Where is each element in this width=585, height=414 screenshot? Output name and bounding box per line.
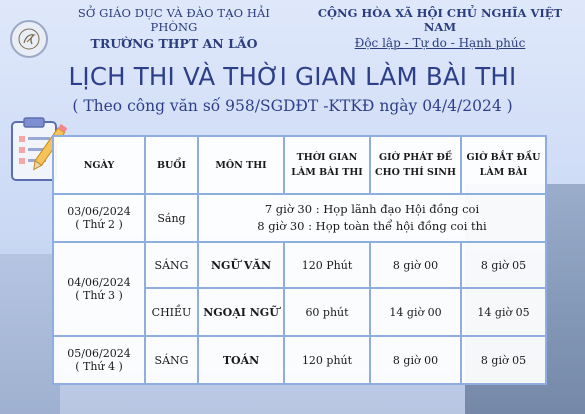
header-session: BUỔI [145,136,198,194]
date: 03/06/2024 [67,205,131,218]
page-subtitle: ( Theo công văn số 958/SGDĐT -KTKĐ ngày 04/4/2024 ) [72,97,513,115]
nation-name: CỘNG HÒA XÃ HỘI CHỦ NGHĨA VIỆT NAM [317,6,563,34]
weekday: ( Thứ 3 ) [75,289,123,302]
header-start-time: GIỜ BẮT ĐẦU LÀM BÀI [461,136,546,194]
subject-cell: NGOẠI NGỮ [198,288,284,336]
weekday: ( Thứ 4 ) [75,360,123,373]
subject-cell: NGỮ VĂN [198,242,284,288]
session-cell: SÁNG [145,242,198,288]
duration-cell: 120 Phút [284,242,370,288]
meeting-note-cell [198,194,546,242]
school-name: TRƯỜNG THPT AN LÃO [90,36,258,51]
table-row [53,242,546,288]
meeting-note: 7 giờ 30 : Họp lãnh đạo Hội đồng coi [264,202,480,216]
subject-cell: TOÁN [198,336,284,384]
meeting-note: 8 giờ 30 : Họp toàn thể hội đồng coi thi [257,219,487,233]
duration-cell: 60 phút [284,288,370,336]
header-right [300,6,580,50]
paper-time-cell: 8 giờ 00 [370,242,461,288]
session-cell: SÁNG [145,336,198,384]
session-cell: CHIỀU [145,288,198,336]
page-title: LỊCH THI VÀ THỜI GIAN LÀM BÀI THI [68,62,517,91]
start-time-cell: 14 giờ 05 [461,288,546,336]
paper-time-cell: 14 giờ 00 [370,288,461,336]
date-cell [53,194,145,242]
exam-schedule-table [52,135,547,385]
table-row [53,336,546,384]
weekday: ( Thứ 2 ) [75,218,123,231]
date-cell [53,242,145,336]
department-name: SỞ GIÁO DỤC VÀ ĐÀO TẠO HẢI PHÒNG [77,6,271,34]
duration-cell: 120 phút [284,336,370,384]
paper-time-cell: 8 giờ 00 [370,336,461,384]
date: 05/06/2024 [67,347,131,360]
header-paper-time: GIỜ PHÁT ĐỀ CHO THÍ SINH [370,136,461,194]
background-building-left [0,254,60,414]
header-subject: MÔN THI [198,136,284,194]
date-cell [53,336,145,384]
table-row [53,194,546,242]
table-header-row [53,136,546,194]
header-date: NGÀY [53,136,145,194]
start-time-cell: 8 giờ 05 [461,336,546,384]
motto: Độc lập - Tự do - Hạnh phúc [354,36,526,50]
header-left [54,6,294,51]
start-time-cell: 8 giờ 05 [461,242,546,288]
date: 04/06/2024 [67,276,131,289]
school-logo-icon [10,20,48,58]
header-duration: THỜI GIAN LÀM BÀI THI [284,136,370,194]
session-cell: Sáng [145,194,198,242]
